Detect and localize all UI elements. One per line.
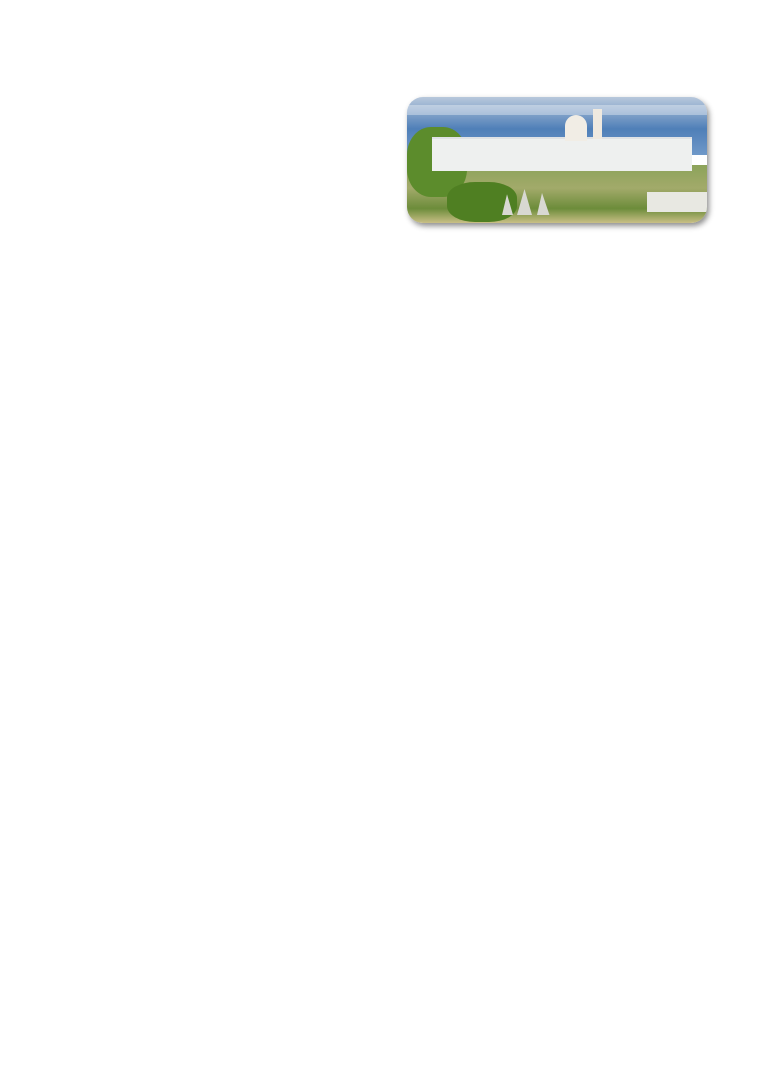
document-body [73, 90, 693, 231]
photo-town [432, 137, 692, 171]
photo-house [647, 192, 707, 212]
locorotondo-photo [407, 97, 707, 223]
photo-dome [565, 115, 587, 141]
photo-bell-tower [593, 109, 602, 139]
